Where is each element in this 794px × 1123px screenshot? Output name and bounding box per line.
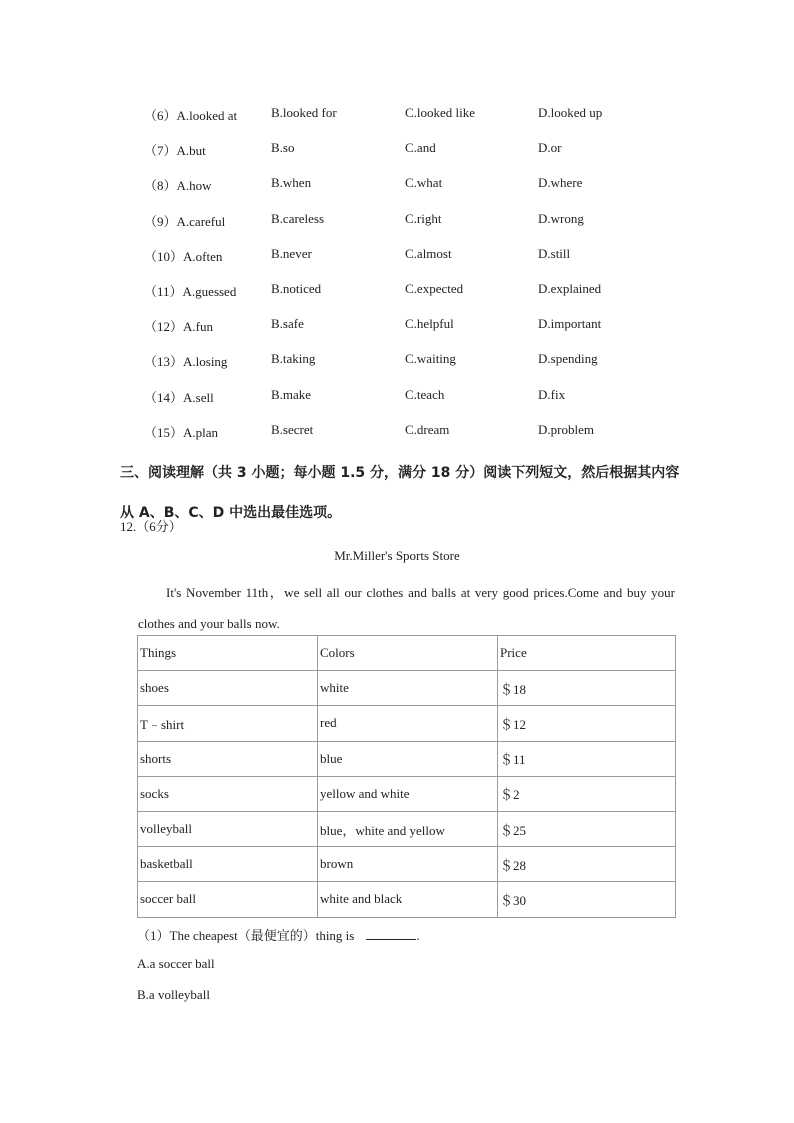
option-a: A.plan — [183, 424, 219, 440]
table-header-row — [138, 636, 676, 671]
option-d: D.where — [538, 175, 583, 191]
header-cell: Price — [498, 636, 676, 671]
question-number: （14） — [144, 389, 184, 405]
table-row — [138, 882, 676, 917]
color-cell: white and black — [318, 882, 498, 917]
thing-cell: soccer ball — [138, 882, 318, 917]
option-b: B.secret — [271, 421, 314, 437]
option-c: C.almost — [405, 245, 452, 261]
option-d: D.wrong — [538, 210, 584, 226]
section-heading: 三、阅读理解（共 3 小题；每小题 1.5 分，满分 18 分）阅读下列短文，然后根据其内容从 A、B、C、D 中选出最佳选项。 — [120, 465, 680, 521]
option-c: C.right — [405, 210, 442, 226]
price-cell: ＄12 — [498, 706, 676, 741]
question-number: （15） — [144, 424, 184, 440]
question-number: （10） — [144, 248, 184, 264]
option-a: A.careful — [176, 213, 226, 229]
question-number: （7） — [144, 143, 177, 159]
option-d: D.looked up — [538, 105, 603, 120]
cloze-options-list — [0, 103, 794, 455]
option-a: A.losing — [183, 354, 228, 370]
table-row — [138, 847, 676, 882]
option-a: A.but — [176, 143, 206, 159]
option-b: B.so — [271, 140, 295, 156]
answer-blank[interactable] — [366, 927, 416, 940]
question-number: （12） — [144, 319, 184, 335]
question-number: （13） — [144, 354, 184, 370]
option-b: B.safe — [271, 316, 304, 332]
question-row-7 — [0, 138, 794, 173]
header-cell: Colors — [318, 636, 498, 671]
option-d: D.still — [538, 245, 571, 261]
table-row — [138, 706, 676, 741]
table-row — [138, 671, 676, 706]
thing-cell: shorts — [138, 741, 318, 776]
question-row-11 — [0, 279, 794, 314]
color-cell: blue — [318, 741, 498, 776]
option-a: A.sell — [183, 389, 214, 405]
thing-cell: volleyball — [138, 811, 318, 846]
option-c: C.what — [405, 175, 443, 191]
option-b: B.make — [271, 386, 312, 402]
color-cell: red — [318, 706, 498, 741]
color-cell: yellow and white — [318, 776, 498, 811]
sub-question-1 — [137, 925, 420, 944]
option-c: C.waiting — [405, 351, 456, 367]
question-row-9 — [0, 209, 794, 244]
option-c: C.looked like — [405, 105, 476, 120]
color-cell: blue，white and yellow — [318, 811, 498, 846]
option-d: D.spending — [538, 351, 598, 367]
price-table — [137, 635, 676, 918]
option-d: D.fix — [538, 386, 566, 402]
price-cell: ＄25 — [498, 811, 676, 846]
question-row-13 — [0, 349, 794, 384]
option-c: C.teach — [405, 386, 445, 402]
thing-cell: basketball — [138, 847, 318, 882]
sub-question-prompt: （1）The cheapest（最便宜的）thing is — [137, 928, 355, 943]
price-cell: ＄2 — [498, 776, 676, 811]
table-row — [138, 811, 676, 846]
option-b: B.taking — [271, 351, 316, 367]
price-cell: ＄18 — [498, 671, 676, 706]
thing-cell: shoes — [138, 671, 318, 706]
option-c: C.dream — [405, 421, 450, 437]
table-row — [138, 776, 676, 811]
option-a: A.looked at — [176, 108, 238, 123]
option-c: C.expected — [405, 280, 464, 296]
question-number: （11） — [144, 283, 183, 299]
question-number: （8） — [144, 178, 177, 194]
question-number-12: 12.（6分） — [120, 519, 182, 534]
header-cell: Things — [138, 636, 318, 671]
price-cell: ＄28 — [498, 847, 676, 882]
option-c: C.helpful — [405, 316, 454, 332]
option-c: C.and — [405, 140, 436, 156]
option-d: D.important — [538, 316, 602, 332]
option-b: B.careless — [271, 210, 325, 226]
thing-cell: T﹣shirt — [138, 706, 318, 741]
option-d: D.explained — [538, 280, 602, 296]
question-row-6 — [0, 103, 794, 138]
question-row-10 — [0, 244, 794, 279]
price-cell: ＄30 — [498, 882, 676, 917]
question-number: （9） — [144, 213, 177, 229]
option-a: A.guessed — [182, 283, 237, 299]
option-b: B.noticed — [271, 280, 322, 296]
option-a: A.often — [183, 248, 223, 264]
question-row-12 — [0, 314, 794, 349]
option-b: B.looked for — [271, 105, 337, 120]
option-b: B.when — [271, 175, 312, 191]
color-cell: white — [318, 671, 498, 706]
option-d: D.problem — [538, 421, 594, 437]
thing-cell: socks — [138, 776, 318, 811]
option-a: A.how — [176, 178, 212, 194]
table-row — [138, 741, 676, 776]
option-a: A.fun — [183, 319, 213, 335]
option-b: B.never — [271, 245, 312, 261]
price-cell: ＄11 — [498, 741, 676, 776]
color-cell: brown — [318, 847, 498, 882]
question-row-8 — [0, 173, 794, 208]
question-row-15 — [0, 420, 794, 455]
option-b-volleyball: B.a volleyball — [137, 987, 210, 1002]
passage-intro: It's November 11th，we sell all our clothes and balls at very good prices.Come and buy your clothes and your balls now. — [138, 585, 675, 631]
question-number: （6） — [144, 108, 177, 123]
question-row-14 — [0, 385, 794, 420]
option-d: D.or — [538, 140, 562, 156]
passage-title: Mr.Miller's Sports Store — [334, 548, 460, 563]
sub-question-end: . — [416, 928, 420, 943]
option-a-soccer-ball: A.a soccer ball — [137, 956, 215, 971]
